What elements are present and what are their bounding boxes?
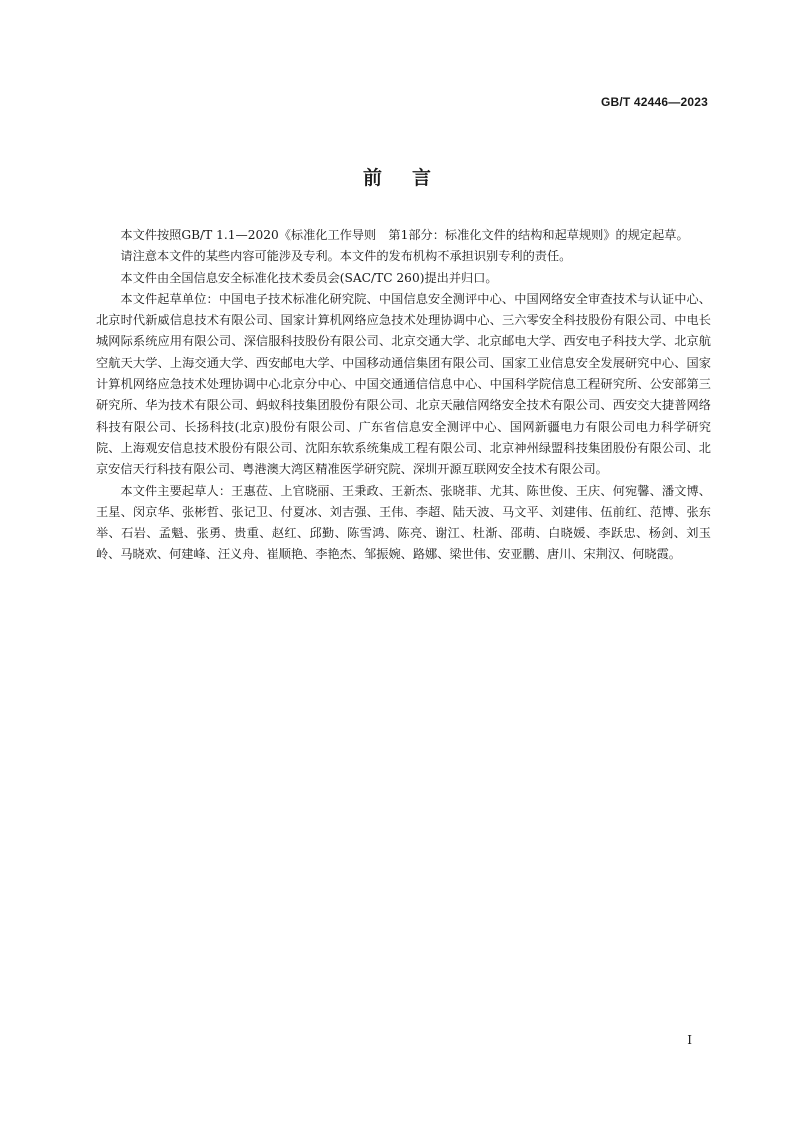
paragraph-patent-notice: 请注意本文件的某些内容可能涉及专利。本文件的发布机构不承担识别专利的责任。 — [120, 249, 572, 264]
paragraph-proposer: 本文件由全国信息安全标准化技术委员会(SAC/TC 260)提出并归口。 — [120, 270, 498, 285]
page-number: I — [687, 1033, 692, 1047]
foreword-body — [96, 225, 711, 566]
paragraph-drafters: 本文件主要起草人：王惠莅、上官晓丽、王秉政、王新杰、张晓菲、尤其、陈世俊、王庆、何宛馨、潘文博、王星、闵京华、张彬哲、张记卫、付夏冰、刘吉强、王伟、李超、陆天波、马文平、刘建伟、伍前红、范博、张东举、石岩、孟魁、张勇、贵重、赵红、邱勤、陈雪鸿、陈亮、谢江、杜渐、邵萌、白晓媛、李跃忠、杨剑、刘玉岭、马晓欢、何建峰、汪义舟、崔顺艳、李艳杰、邹振婉、路娜、梁世伟、安亚鹏、唐川、宋荆汉、何晓霞。 — [96, 483, 711, 562]
paragraph-drafting-units: 本文件起草单位：中国电子技术标准化研究院、中国信息安全测评中心、中国网络安全审查技术与认证中心、北京时代新威信息技术有限公司、国家计算机网络应急技术处理协调中心、三六零安全科技股份有限公司、中电长城网际系统应用有限公司、深信服科技股份有限公司、北京交通大学、北京邮电大学、西安电子科技大学、北京航空航天大学、上海交通大学、西安邮电大学、中国移动通信集团有限公司、国家工业信息安全发展研究中心、国家计算机网络应急技术处理协调中心北京分中心、中国交通通信信息中心、中国科学院信息工程研究所、公安部第三研究所、华为技术有限公司、蚂蚁科技集团股份有限公司、北京天融信网络安全技术有限公司、西安交大捷普网络科技有限公司、长扬科技(北京)股份有限公司、广东省信息安全测评中心、国网新疆电力有限公司电力科学研究院、上海观安信息技术股份有限公司、沈阳东软系统集成工程有限公司、北京神州绿盟科技集团股份有限公司、北京安信天行科技有限公司、粤港澳大湾区精准医学研究院、深圳开源互联网安全技术有限公司。 — [96, 291, 711, 477]
standard-code: GB/T 42446—2023 — [600, 95, 708, 109]
paragraph-drafting-rules: 本文件按照GB/T 1.1—2020《标准化工作导则 第1部分：标准化文件的结构和起草规则》的规定起草。 — [120, 228, 689, 242]
page-title: 前言 — [362, 167, 461, 189]
